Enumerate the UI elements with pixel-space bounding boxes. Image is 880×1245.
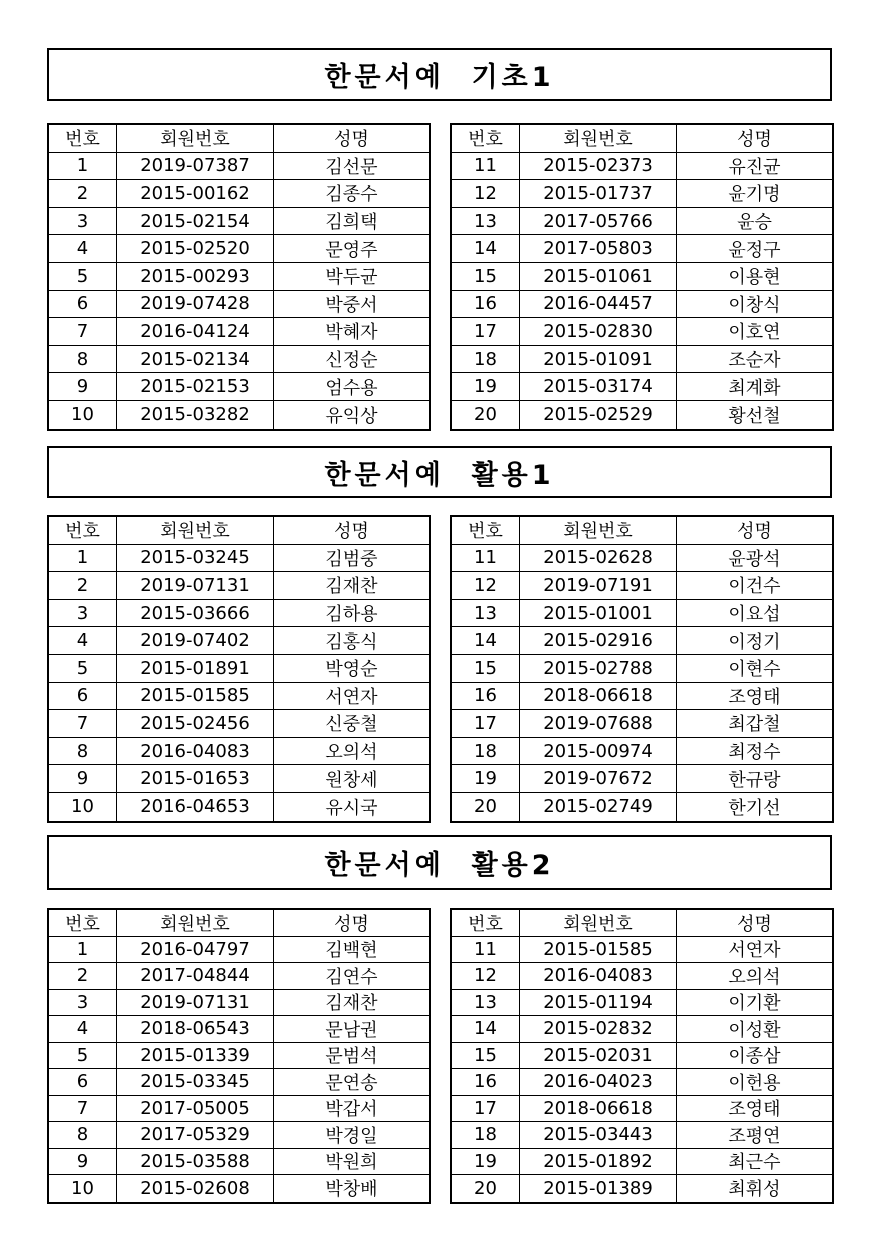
member-id: 2019-07428 xyxy=(117,291,274,318)
member-name: 김범중 xyxy=(325,548,378,570)
header-member-id: 회원번호 xyxy=(117,125,274,152)
header-member-id: 회원번호 xyxy=(520,517,677,544)
table-row xyxy=(452,655,832,683)
row-number: 3 xyxy=(49,990,117,1016)
member-id: 2017-04844 xyxy=(117,963,274,989)
member-id: 2015-01585 xyxy=(520,937,677,963)
row-number: 1 xyxy=(49,937,117,963)
table-header-row xyxy=(49,517,429,545)
row-number: 20 xyxy=(452,1175,520,1202)
row-number: 4 xyxy=(49,1016,117,1042)
member-name: 이헌용 xyxy=(728,1072,781,1094)
member-table-right xyxy=(450,515,834,823)
member-id: 2019-07672 xyxy=(520,765,677,792)
header-member-id: 회원번호 xyxy=(117,517,274,544)
row-number: 9 xyxy=(49,765,117,792)
row-number: 7 xyxy=(49,1096,117,1122)
member-id: 2019-07191 xyxy=(520,572,677,599)
member-table-left xyxy=(47,123,431,431)
table-row xyxy=(452,793,832,821)
table-row xyxy=(452,990,832,1017)
member-name: 유익상 xyxy=(325,405,378,427)
row-number: 8 xyxy=(49,1122,117,1148)
member-id: 2018-06618 xyxy=(520,683,677,710)
row-number: 19 xyxy=(452,765,520,792)
table-row xyxy=(49,208,429,236)
row-number: 18 xyxy=(452,738,520,765)
table-row xyxy=(452,963,832,990)
table-row xyxy=(452,263,832,291)
member-name: 원창세 xyxy=(325,769,378,791)
table-row xyxy=(49,1016,429,1043)
member-name: 엄수용 xyxy=(325,377,378,399)
row-number: 3 xyxy=(49,208,117,235)
member-name: 최정수 xyxy=(728,742,781,764)
table-row xyxy=(49,627,429,655)
row-number: 8 xyxy=(49,346,117,373)
header-member-id: 회원번호 xyxy=(520,910,677,936)
header-number: 번호 xyxy=(49,910,117,936)
member-id: 2015-02628 xyxy=(520,545,677,572)
table-row xyxy=(49,937,429,964)
member-table-right xyxy=(450,908,834,1204)
member-name: 황선철 xyxy=(728,405,781,427)
member-name: 신중철 xyxy=(325,714,378,736)
row-number: 18 xyxy=(452,1122,520,1148)
row-number: 1 xyxy=(49,545,117,572)
member-name: 김선문 xyxy=(325,156,378,178)
table-row xyxy=(452,153,832,181)
member-name: 윤정구 xyxy=(728,239,781,261)
row-number: 6 xyxy=(49,683,117,710)
member-name: 최계화 xyxy=(728,377,781,399)
row-number: 9 xyxy=(49,373,117,400)
member-id: 2016-04457 xyxy=(520,291,677,318)
member-id: 2015-02788 xyxy=(520,655,677,682)
member-id: 2016-04797 xyxy=(117,937,274,963)
header-member-id: 회원번호 xyxy=(520,125,677,152)
table-row xyxy=(49,1043,429,1070)
member-name: 문범석 xyxy=(325,1046,378,1068)
row-number: 14 xyxy=(452,1016,520,1042)
member-id: 2019-07688 xyxy=(520,710,677,737)
member-name: 박경일 xyxy=(325,1125,378,1147)
member-id: 2015-02529 xyxy=(520,401,677,429)
member-id: 2017-05005 xyxy=(117,1096,274,1122)
member-name: 김연수 xyxy=(325,966,378,988)
member-id: 2018-06618 xyxy=(520,1096,677,1122)
table-row xyxy=(452,1149,832,1176)
member-name: 최휘성 xyxy=(728,1179,781,1201)
table-row xyxy=(49,180,429,208)
header-member-id: 회원번호 xyxy=(117,910,274,936)
section-title: 한문서예 기초1 xyxy=(324,62,555,93)
table-row xyxy=(49,655,429,683)
table-row xyxy=(452,1122,832,1149)
member-name: 박중서 xyxy=(325,294,378,316)
row-number: 18 xyxy=(452,346,520,373)
member-name: 이종삼 xyxy=(728,1046,781,1068)
member-name: 유시국 xyxy=(325,797,378,819)
table-row xyxy=(49,765,429,793)
member-name: 최근수 xyxy=(728,1152,781,1174)
member-id: 2015-00974 xyxy=(520,738,677,765)
member-id: 2015-03282 xyxy=(117,401,274,429)
row-number: 3 xyxy=(49,600,117,627)
member-name: 윤기명 xyxy=(728,184,781,206)
header-number: 번호 xyxy=(452,910,520,936)
row-number: 19 xyxy=(452,1149,520,1175)
row-number: 5 xyxy=(49,655,117,682)
member-id: 2016-04023 xyxy=(520,1069,677,1095)
row-number: 12 xyxy=(452,180,520,207)
member-id: 2015-01001 xyxy=(520,600,677,627)
table-row xyxy=(452,180,832,208)
member-id: 2015-01389 xyxy=(520,1175,677,1202)
member-id: 2015-03174 xyxy=(520,373,677,400)
table-row xyxy=(49,990,429,1017)
table-header-row xyxy=(49,125,429,153)
row-number: 2 xyxy=(49,180,117,207)
member-id: 2015-01339 xyxy=(117,1043,274,1069)
section-title-box xyxy=(47,446,832,498)
table-row xyxy=(452,710,832,738)
table-row xyxy=(452,373,832,401)
member-id: 2015-02154 xyxy=(117,208,274,235)
member-id: 2015-02608 xyxy=(117,1175,274,1202)
table-row xyxy=(452,600,832,628)
member-name: 김종수 xyxy=(325,184,378,206)
row-number: 2 xyxy=(49,963,117,989)
member-name: 박원희 xyxy=(325,1152,378,1174)
member-name: 박창배 xyxy=(325,1179,378,1201)
member-id: 2015-01585 xyxy=(117,683,274,710)
member-name: 이건수 xyxy=(728,576,781,598)
member-name: 최갑철 xyxy=(728,714,781,736)
member-name: 오의석 xyxy=(728,966,781,988)
row-number: 12 xyxy=(452,963,520,989)
table-row xyxy=(49,963,429,990)
row-number: 10 xyxy=(49,401,117,429)
row-number: 4 xyxy=(49,235,117,262)
member-name: 문영주 xyxy=(325,239,378,261)
member-name: 이정기 xyxy=(728,631,781,653)
row-number: 20 xyxy=(452,793,520,821)
row-number: 8 xyxy=(49,738,117,765)
member-name: 이현수 xyxy=(728,659,781,681)
table-row xyxy=(49,600,429,628)
member-id: 2015-02153 xyxy=(117,373,274,400)
member-table-left xyxy=(47,515,431,823)
table-row xyxy=(49,710,429,738)
table-row xyxy=(452,738,832,766)
member-id: 2015-00162 xyxy=(117,180,274,207)
row-number: 11 xyxy=(452,545,520,572)
table-row xyxy=(49,235,429,263)
row-number: 13 xyxy=(452,208,520,235)
row-number: 15 xyxy=(452,655,520,682)
member-id: 2015-03666 xyxy=(117,600,274,627)
table-row xyxy=(49,318,429,346)
member-id: 2015-02832 xyxy=(520,1016,677,1042)
member-name: 조영태 xyxy=(728,1099,781,1121)
member-name: 한규랑 xyxy=(728,769,781,791)
member-table-right xyxy=(450,123,834,431)
header-number: 번호 xyxy=(452,517,520,544)
member-id: 2015-02520 xyxy=(117,235,274,262)
table-row xyxy=(49,1122,429,1149)
header-name: 성명 xyxy=(737,913,772,935)
row-number: 11 xyxy=(452,937,520,963)
row-number: 1 xyxy=(49,153,117,180)
table-header-row xyxy=(452,517,832,545)
row-number: 12 xyxy=(452,572,520,599)
table-row xyxy=(49,263,429,291)
table-row xyxy=(452,545,832,573)
row-number: 20 xyxy=(452,401,520,429)
member-id: 2017-05766 xyxy=(520,208,677,235)
member-name: 한기선 xyxy=(728,797,781,819)
table-row xyxy=(49,1175,429,1202)
row-number: 5 xyxy=(49,263,117,290)
member-id: 2015-02134 xyxy=(117,346,274,373)
table-row xyxy=(452,346,832,374)
header-name: 성명 xyxy=(334,521,369,543)
member-id: 2015-01891 xyxy=(117,655,274,682)
section-title: 한문서예 활용2 xyxy=(324,850,555,881)
header-name: 성명 xyxy=(334,129,369,151)
member-id: 2018-06543 xyxy=(117,1016,274,1042)
member-id: 2015-02456 xyxy=(117,710,274,737)
member-name: 문남권 xyxy=(325,1019,378,1041)
row-number: 5 xyxy=(49,1043,117,1069)
member-id: 2015-02749 xyxy=(520,793,677,821)
member-id: 2015-03245 xyxy=(117,545,274,572)
row-number: 16 xyxy=(452,1069,520,1095)
table-row xyxy=(49,683,429,711)
row-number: 16 xyxy=(452,291,520,318)
member-id: 2016-04653 xyxy=(117,793,274,821)
member-name: 조순자 xyxy=(728,350,781,372)
member-name: 박영순 xyxy=(325,659,378,681)
member-id: 2015-03443 xyxy=(520,1122,677,1148)
table-row xyxy=(49,1096,429,1123)
table-row xyxy=(452,1175,832,1202)
member-name: 김희택 xyxy=(325,212,378,234)
member-id: 2015-02031 xyxy=(520,1043,677,1069)
table-row xyxy=(452,765,832,793)
row-number: 13 xyxy=(452,990,520,1016)
table-row xyxy=(49,291,429,319)
member-name: 오의석 xyxy=(325,742,378,764)
header-number: 번호 xyxy=(49,517,117,544)
member-name: 박혜자 xyxy=(325,322,378,344)
member-id: 2015-01194 xyxy=(520,990,677,1016)
table-row xyxy=(49,401,429,429)
table-row xyxy=(49,1149,429,1176)
member-id: 2015-01737 xyxy=(520,180,677,207)
table-row xyxy=(49,738,429,766)
member-name: 김재찬 xyxy=(325,576,378,598)
table-row xyxy=(452,1069,832,1096)
row-number: 7 xyxy=(49,318,117,345)
table-row xyxy=(452,1016,832,1043)
member-name: 박갑서 xyxy=(325,1099,378,1121)
row-number: 4 xyxy=(49,627,117,654)
member-id: 2019-07131 xyxy=(117,572,274,599)
row-number: 14 xyxy=(452,235,520,262)
member-name: 서연자 xyxy=(728,940,781,962)
table-row xyxy=(452,208,832,236)
table-row xyxy=(49,545,429,573)
row-number: 7 xyxy=(49,710,117,737)
table-row xyxy=(452,318,832,346)
header-number: 번호 xyxy=(49,125,117,152)
member-id: 2019-07131 xyxy=(117,990,274,1016)
row-number: 15 xyxy=(452,263,520,290)
table-row xyxy=(452,572,832,600)
table-row xyxy=(452,235,832,263)
member-id: 2015-00293 xyxy=(117,263,274,290)
section-title-box xyxy=(47,835,832,890)
member-name: 이호연 xyxy=(728,322,781,344)
row-number: 11 xyxy=(452,153,520,180)
header-name: 성명 xyxy=(334,913,369,935)
table-row xyxy=(452,937,832,964)
member-name: 조영태 xyxy=(728,686,781,708)
section-title: 한문서예 활용1 xyxy=(324,459,555,491)
table-row xyxy=(452,401,832,429)
header-number: 번호 xyxy=(452,125,520,152)
member-name: 이성환 xyxy=(728,1019,781,1041)
row-number: 6 xyxy=(49,1069,117,1095)
member-id: 2015-01892 xyxy=(520,1149,677,1175)
member-name: 김재찬 xyxy=(325,993,378,1015)
member-name: 이창식 xyxy=(728,294,781,316)
row-number: 13 xyxy=(452,600,520,627)
table-row xyxy=(49,793,429,821)
member-name: 박두균 xyxy=(325,267,378,289)
row-number: 2 xyxy=(49,572,117,599)
member-id: 2019-07402 xyxy=(117,627,274,654)
row-number: 15 xyxy=(452,1043,520,1069)
table-row xyxy=(452,1096,832,1123)
member-name: 김하용 xyxy=(325,604,378,626)
member-name: 윤승 xyxy=(737,212,772,234)
member-id: 2015-02830 xyxy=(520,318,677,345)
table-header-row xyxy=(452,125,832,153)
member-name: 유진균 xyxy=(728,156,781,178)
table-row xyxy=(49,1069,429,1096)
row-number: 6 xyxy=(49,291,117,318)
section-title-box xyxy=(47,48,832,101)
table-row xyxy=(49,153,429,181)
member-name: 이요섭 xyxy=(728,604,781,626)
member-id: 2015-03588 xyxy=(117,1149,274,1175)
member-name: 이용현 xyxy=(728,267,781,289)
member-name: 문연송 xyxy=(325,1072,378,1094)
member-id: 2016-04124 xyxy=(117,318,274,345)
member-name: 조평연 xyxy=(728,1125,781,1147)
row-number: 17 xyxy=(452,1096,520,1122)
row-number: 17 xyxy=(452,710,520,737)
table-row xyxy=(49,572,429,600)
table-row xyxy=(452,683,832,711)
table-row xyxy=(452,1043,832,1070)
member-name: 김백현 xyxy=(325,940,378,962)
member-name: 김홍식 xyxy=(325,631,378,653)
row-number: 10 xyxy=(49,793,117,821)
table-header-row xyxy=(452,910,832,937)
row-number: 17 xyxy=(452,318,520,345)
member-id: 2017-05803 xyxy=(520,235,677,262)
member-id: 2015-01091 xyxy=(520,346,677,373)
member-name: 신정순 xyxy=(325,350,378,372)
table-header-row xyxy=(49,910,429,937)
row-number: 9 xyxy=(49,1149,117,1175)
member-name: 서연자 xyxy=(325,686,378,708)
member-id: 2015-03345 xyxy=(117,1069,274,1095)
member-id: 2016-04083 xyxy=(117,738,274,765)
table-row xyxy=(49,346,429,374)
member-name: 이기환 xyxy=(728,993,781,1015)
table-row xyxy=(452,627,832,655)
table-row xyxy=(452,291,832,319)
member-id: 2017-05329 xyxy=(117,1122,274,1148)
table-row xyxy=(49,373,429,401)
header-name: 성명 xyxy=(737,129,772,151)
member-id: 2015-01653 xyxy=(117,765,274,792)
member-id: 2015-02373 xyxy=(520,153,677,180)
row-number: 14 xyxy=(452,627,520,654)
member-id: 2019-07387 xyxy=(117,153,274,180)
member-table-left xyxy=(47,908,431,1204)
row-number: 16 xyxy=(452,683,520,710)
member-id: 2016-04083 xyxy=(520,963,677,989)
row-number: 19 xyxy=(452,373,520,400)
member-name: 윤광석 xyxy=(728,548,781,570)
member-id: 2015-02916 xyxy=(520,627,677,654)
member-id: 2015-01061 xyxy=(520,263,677,290)
row-number: 10 xyxy=(49,1175,117,1202)
header-name: 성명 xyxy=(737,521,772,543)
